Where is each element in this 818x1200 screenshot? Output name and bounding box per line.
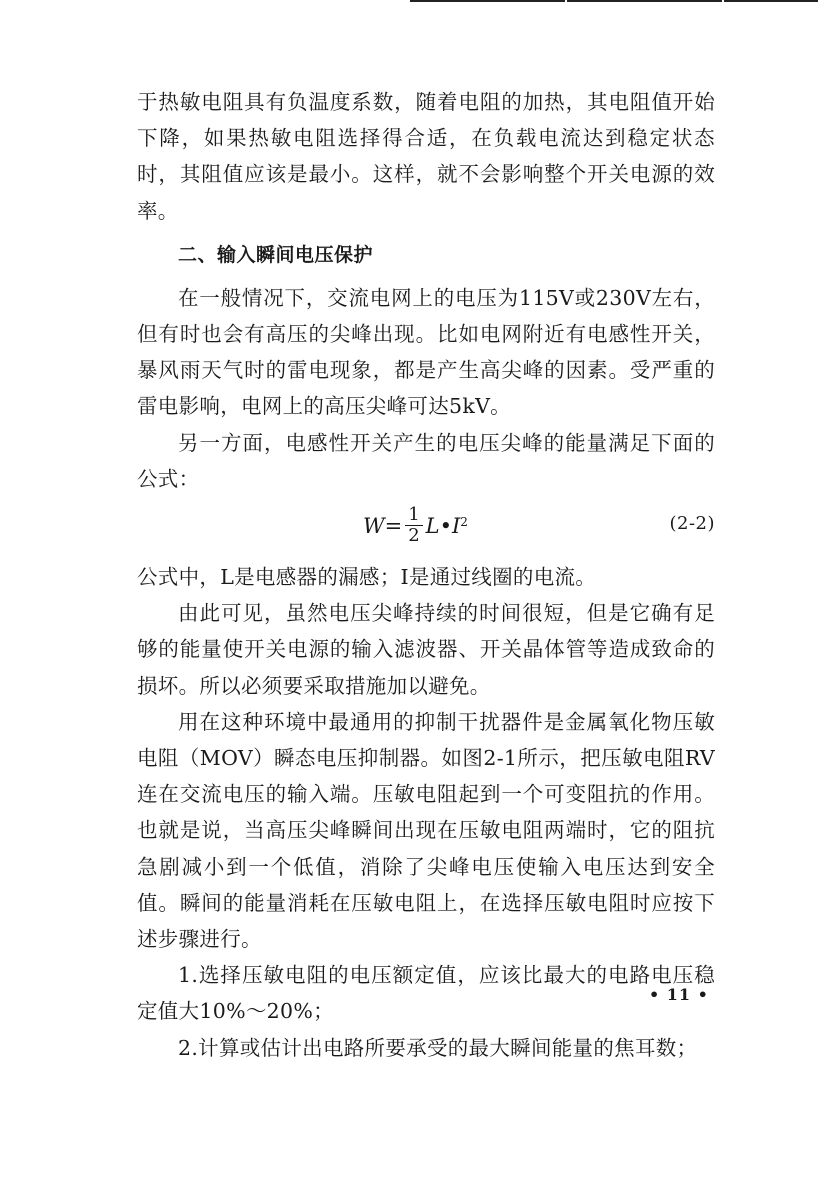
list-step-2: 2.计算或估计出电路所要承受的最大瞬间能量的焦耳数； [178, 1035, 698, 1060]
paragraph-thermistor-continuation: 于热敏电阻具有负温度系数，随着电阻的加热，其电阻值开始下降，如果热敏电阻选择得合适，在负载电流达到稳定状态时，其阻值应该是最小。这样，就不会影响整个开关电源的效率。 [137, 90, 715, 223]
paragraph-mov: 用在这种环境中最通用的抑制干扰器件是金属氧化物压敏电阻（MOV）瞬态电压抑制器。如图2-1所示，把压敏电阻RV连在交流电压的输入端。压敏电阻起到一个可变阻抗的作用。也就是说，当高压尖峰瞬间出现在压敏电阻两端时，它的阻抗急剧减小到一个低值，消除了尖峰电压使输入电压达到安全值。瞬间的能量消耗在压敏电阻上，在选择压敏电阻时应按下述步骤进行。 [137, 709, 715, 952]
formula-fraction [405, 505, 422, 546]
section-heading: 二、输入瞬间电压保护 [178, 243, 374, 266]
page-body [137, 84, 715, 1066]
paragraph-formula-explanation: 公式中，L是电感器的漏感；I是通过线圈的电流。 [137, 565, 597, 590]
formula-dot: • [439, 513, 452, 538]
page-number: • 11 • [649, 985, 709, 1004]
formula-equals: = [384, 513, 403, 538]
header-rule-left [410, 0, 565, 2]
paragraph-grid-voltage: 在一般情况下，交流电网上的电压为115V或230V左右，但有时也会有高压的尖峰出现。比如电网附近有电感性开关，暴风雨天气时的雷电现象，都是产生高尖峰的因素。受严重的雷电影响，电网上的高压尖峰可达5kV。 [137, 285, 715, 419]
equation-number: (2-2) [669, 513, 715, 535]
formula-lhs: W [363, 513, 385, 538]
header-rule-right [724, 0, 818, 2]
paragraph-damage: 由此可见，虽然电压尖峰持续的时间很短，但是它确有足够的能量使开关电源的输入滤波器、开关晶体管等造成致命的损坏。所以必须要采取措施加以避免。 [137, 601, 715, 698]
paragraph-spike-energy: 另一方面，电感性开关产生的电压尖峰的能量满足下面的公式： [137, 430, 715, 491]
header-rule-middle [567, 0, 722, 2]
formula-numerator: 1 [405, 505, 422, 526]
formula-inductance: L [425, 513, 440, 538]
formula-exponent: 2 [460, 514, 468, 529]
formula-current: I [452, 513, 461, 538]
formula-denominator: 2 [408, 525, 420, 547]
equation-block [137, 499, 715, 557]
list-step-1: 1.选择压敏电阻的电压额定值，应该比最大的电路电压稳定值大10%～20%； [137, 963, 715, 1024]
energy-formula [363, 505, 468, 546]
